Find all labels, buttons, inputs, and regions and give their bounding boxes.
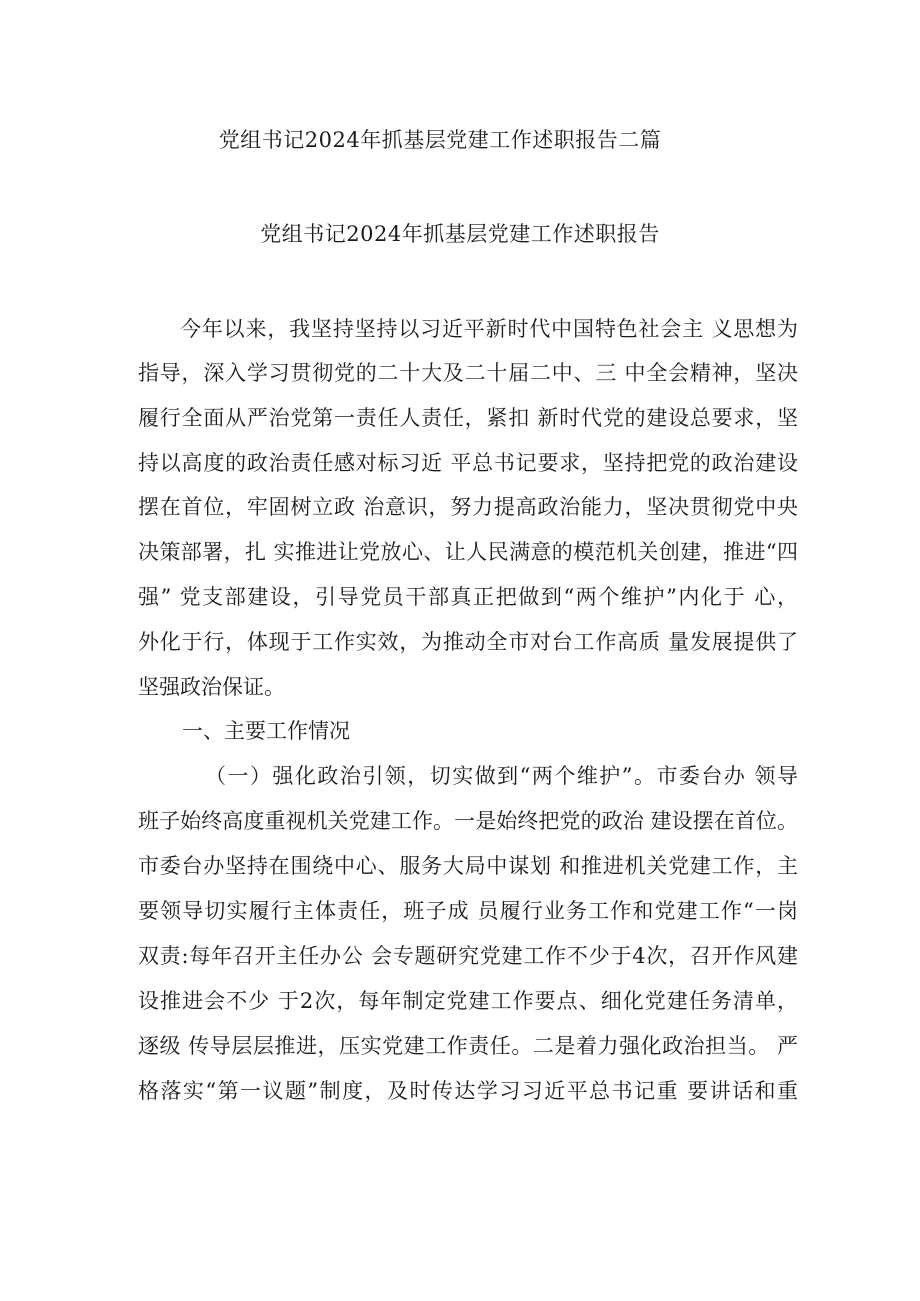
section-heading: 一、主要工作情况 [182, 719, 350, 743]
paragraph-line: 强” 党支部建设，引导党员干部真正把做到“两个维护”内化于 心， [138, 585, 798, 609]
report-title: 党组书记2024年抓基层党建工作述职报告 [260, 222, 660, 246]
paragraph-line: （一）强化政治引领，切实做到“两个维护”。市委台办 领导 [205, 764, 798, 788]
paragraph-line: 逐级 传导层层推进，压实党建工作责任。二是着力强化政治担当。 严 [138, 1034, 798, 1058]
paragraph-line: 格落实“第一议题”制度，及时传达学习习近平总书记重 要讲话和重 [138, 1079, 798, 1103]
paragraph-line: 持以高度的政治责任感对标习近 平总书记要求，坚持把党的政治建设 [138, 451, 798, 475]
paragraph-line: 要领导切实履行主体责任，班子成 员履行业务工作和党建工作“一岗 [138, 899, 798, 923]
paragraph-line: 今年以来，我坚持坚持以习近平新时代中国特色社会主 义思想为 [180, 317, 798, 341]
paragraph-line: 双责:每年召开主任办公 会专题研究党建工作不少于4次，召开作风建 [138, 944, 798, 968]
paragraph-line: 履行全面从严治党第一责任人责任，紧扣 新时代党的建设总要求，坚 [138, 406, 798, 430]
paragraph-line: 摆在首位，牢固树立政 治意识，努力提高政治能力，坚决贯彻党中央 [138, 495, 798, 519]
paragraph-line: 市委台办坚持在围绕中心、服务大局中谋划 和推进机关党建工作，主 [138, 854, 798, 878]
paragraph-line: 设推进会不少 于2次，每年制定党建工作要点、细化党建任务清单， [138, 989, 798, 1013]
document-title: 党组书记2024年抓基层党建工作述职报告二篇 [218, 128, 662, 152]
paragraph-line: 决策部署，扎 实推进让党放心、让人民满意的模范机关创建，推进“四 [138, 540, 798, 564]
paragraph-line: 班子始终高度重视机关党建工作。一是始终把党的政治 建设摆在首位。 [138, 809, 798, 833]
paragraph-line: 外化于行，体现于工作实效，为推动全市对台工作高质 量发展提供了 [138, 630, 798, 654]
paragraph-line: 坚强政治保证。 [138, 675, 285, 699]
paragraph-line: 指导，深入学习贯彻党的二十大及二十届二中、三 中全会精神，坚决 [138, 361, 798, 385]
